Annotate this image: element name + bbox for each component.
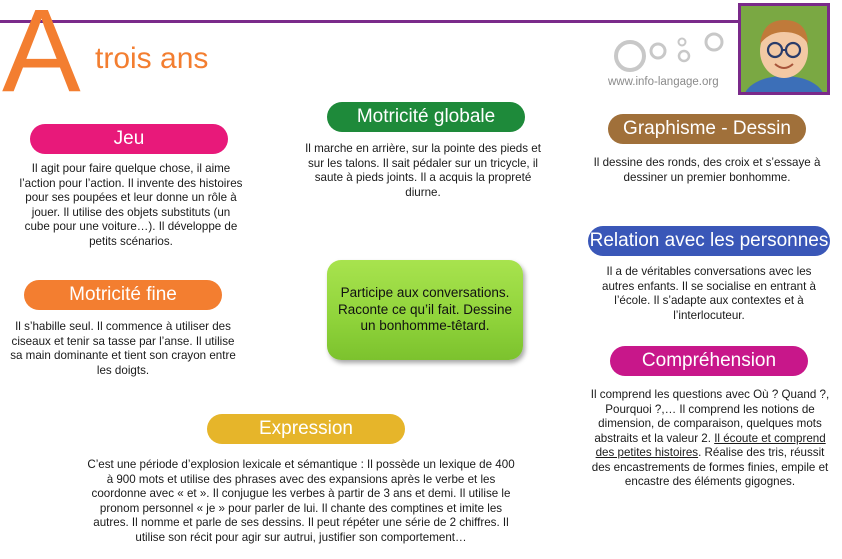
motricite-globale-label: Motricité globale — [327, 102, 525, 132]
comprehension-text-underlined: Il écoute et comprend des petites histoires — [595, 431, 826, 459]
motricite-fine-text: Il s’habille seul. Il commence à utiliser des ciseaux et tenir sa tasse par l’anse. Il utilise sa main dominante et tient son crayon entre les doigts. — [10, 320, 236, 377]
expression-label: Expression — [207, 414, 405, 444]
motricite-fine-label: Motricité fine — [24, 280, 222, 310]
comprehension-label: Compréhension — [610, 346, 808, 376]
summary-box — [327, 260, 523, 360]
child-photo — [738, 3, 830, 95]
expression-text: C’est une période d’explosion lexicale et sémantique : Il possède un lexique de 400 à 900 mots et utilise des phrases avec des expansions après le verbe et les coordonne avec « et ». Il conjugue les verbes à partir de 3 ans et demi. Il utilise le pronom personnel « je » pour parler de lui. Il chante des comptines et imite les autres. Il nomme et parle de ses dessins. Il peut répéter une série de 2 chiffres. Il utilise son récit pour agir sur autrui, justifier son comportement… — [87, 458, 515, 544]
comprehension-text-part2: . Réalise des tris, réussit des encastrements de formes finies, empile et encastre des éléments gigognes. — [591, 446, 829, 488]
page-title: trois ans — [95, 42, 209, 75]
graphisme-dessin-label: Graphisme - Dessin — [608, 114, 806, 144]
jeu-label: Jeu — [30, 124, 228, 154]
child-portrait-icon — [741, 6, 827, 92]
jeu-text: Il agit pour faire quelque chose, il aime l’action pour l’action. Il invente des histoires pour ses poupées et leur donne un rôle à jouer. Il utilise des objets substituts (un cube pour une voiture…). Il développe de petits scénarios. — [19, 162, 243, 248]
info-langage-logo-icon — [612, 30, 727, 76]
comprehension-text-part1: Il comprend les questions avec Où ? Quand ?, Pourquoi ?,… Il comprend les notions de dimension, de comparaison, quelques mots abstraits et la valeur 2. — [590, 388, 830, 445]
header-rule — [0, 20, 740, 23]
summary-text: Participe aux conversations. Raconte ce qu’il fait. Dessine un bonhomme-têtard. — [337, 285, 513, 334]
comprehension-text — [590, 388, 830, 490]
graphisme-dessin-text: Il dessine des ronds, des croix et s’essaye à dessiner un premier bonhomme. — [593, 156, 821, 184]
relation-text: Il a de véritables conversations avec les autres enfants. Il se socialise en entrant à l’école. Il s’adapte aux contextes et à l’interlocuteur. — [602, 265, 816, 322]
site-url: www.info-langage.org — [608, 76, 719, 88]
motricite-globale-text: Il marche en arrière, sur la pointe des pieds et sur les talons. Il sait pédaler sur un tricycle, il saute à pieds joints. Il a acquis la propreté diurne. — [305, 142, 541, 199]
relation-label: Relation avec les personnes — [588, 226, 830, 256]
big-letter: A — [2, 0, 79, 117]
